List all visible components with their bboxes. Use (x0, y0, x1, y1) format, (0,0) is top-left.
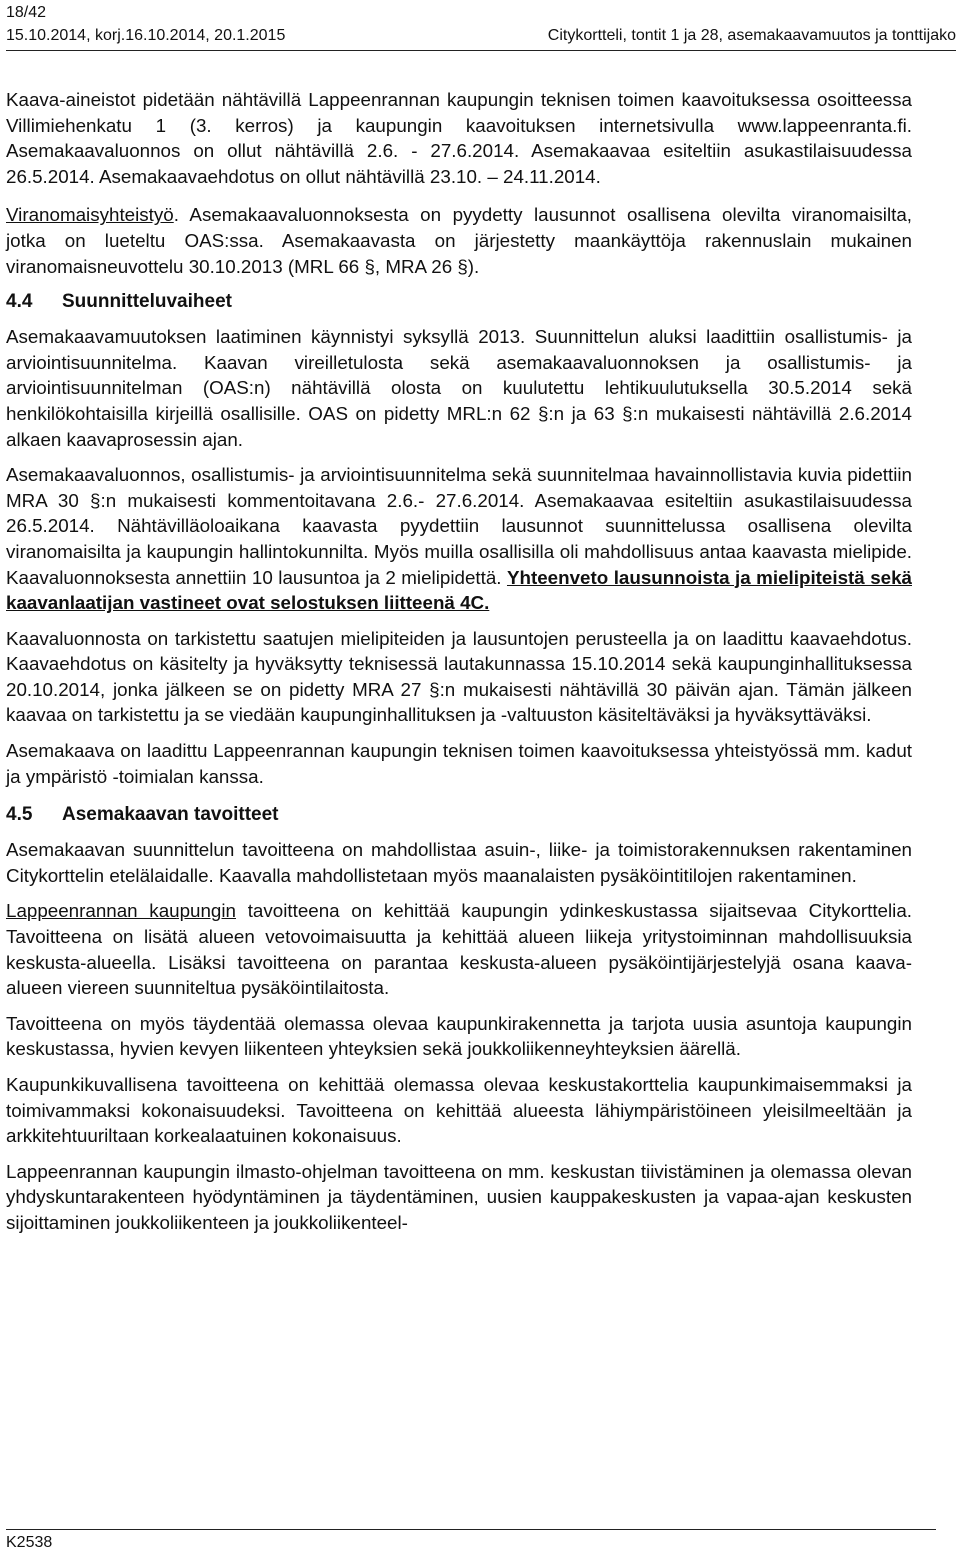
section-title: Suunnitteluvaiheet (62, 291, 232, 313)
authority-cooperation-text: . Asemakaavaluonnoksesta on pyydetty lausunnot osallisena olevilta viranomaisilta, jotka on lueteltu OAS:ssa. Asemakaavasta on järjestetty maankäyttöja rakennuslain mukainen viranomaisneuvottelu 30.10.2013 (MRL 66 §, MRA 26 §). (6, 204, 912, 277)
footer-plan-code: K2538 (6, 1534, 53, 1551)
page-counter: 18/42 (6, 4, 47, 21)
section-title: Asemakaavan tavoitteet (62, 804, 279, 826)
header-dates: 15.10.2014, korj.16.10.2014, 20.1.2015 (6, 27, 286, 44)
header-divider (6, 50, 956, 51)
paragraph-city-goals (6, 898, 912, 1000)
paragraph-housing-goals: Tavoitteena on myös täydentää olemassa olevaa kaupunkirakennetta ja tarjota uusia asuntoja kaupungin keskustassa, hyvien kevyen liikenteen yhteyksien sekä joukkoliikenneyhteyksien äärellä. (6, 1012, 912, 1060)
paragraph-plan-goals: Asemakaavan suunnittelun tavoitteena on mahdollistaa asuin-, liike- ja toimistorakennuksen rakentaminen Citykorttelin etelälaidalle. Kaavalla mahdollistetaan myös maanalaisten pysäköintitilojen rakentaminen. (6, 839, 912, 886)
paragraph-plan-proposal: Kaavaluonnosta on tarkistettu saatujen mielipiteiden ja lausuntojen perusteella ja on laadittu kaavaehdotus. Kaavaehdotus on käsitelty ja hyväksytty teknisessä lautakunnassa 15.10.2014 sekä kaupunginhallituksessa 20.10.2014, jonka jälkeen se on pidetty MRA 27 §:n mukaisesti nähtävillä 30 päivän ajan. Tämän jälkeen kaavaa on tarkistettu ja se viedään kaupunginhallituksen ja -valtuuston käsiteltäväksi ja hyväksyttäväksi. (6, 627, 912, 726)
section-heading-4-4 (6, 289, 912, 315)
paragraph-cooperation: Asemakaava on laadittu Lappeenrannan kaupungin teknisen toimen kaavoituksessa yhteistyössä mm. kadut ja ympäristö -toimialan kanssa. (6, 740, 912, 787)
draft-comments-text: Asemakaavaluonnos, osallistumis- ja arviointisuunnitelma sekä suunnitelmaa havainnollistavia kuvia pidettiin MRA 30 §:n mukaisesti kommentoitavana 2.6.- 27.6.2014. Asemakaavaa esiteltiin asukastilaisuudessa 26.5.2014. Nähtävilläoloaikana kaavasta pyydettiin lausunnot suunnittelussa osallisena olevilta viranomaisilta ja kaupungin hallintokunnilta. Myös muilla osallisilla oli mahdollisuus antaa kaavasta mielipide. Kaavaluonnoksesta annettiin 10 lausuntoa ja 2 mielipidettä. (6, 464, 912, 588)
header-title: Citykortteli, tontit 1 ja 28, asemakaavamuutos ja tonttijako (547, 27, 956, 44)
section-number: 4.4 (6, 291, 33, 313)
paragraph-authority-cooperation (6, 202, 912, 279)
city-goals-label: Lappeenrannan kaupungin (6, 900, 236, 922)
authority-cooperation-label: Viranomaisyhteistyö (6, 204, 174, 226)
document-body (6, 87, 912, 1246)
section-heading-4-5 (6, 802, 912, 828)
paragraph-climate-program: Lappeenrannan kaupungin ilmasto-ohjelman tavoitteena on mm. keskustan tiivistäminen ja olemassa olevan yhdyskuntarakenteen hyödyntäminen ja täydentäminen, uusien kauppakeskusten ja vapaa-ajan keskusten sijoittaminen joukkoliikenteen ja joukkoliikenteel- (6, 1160, 912, 1233)
city-goals-text: tavoitteena on kehittää kaupungin ydinkeskustassa sijaitsevaa Citykorttelia. Tavoitteena on lisätä alueen vetovoimaisuutta ja kehittää alueen liikeja yritystoiminnan mahdollisuuksia keskusta-alueella. Lisäksi tavoitteena on parantaa keskusta-alueen pysäköintijärjestelyjä osana kaava-alueen viereen suunniteltua pysäköintilaitosta. (6, 900, 913, 999)
footer-divider (6, 1529, 936, 1530)
paragraph-townscape-goals: Kaupunkikuvallisena tavoitteena on kehittää olemassa olevaa keskustakorttelia kaupunkimaisemmaksi ja toimivammaksi kokonaisuudeksi. Tavoitteena on kehittää alueesta lähiympäristöineen yleisilmeeltään ja arkkitehtuuriltaan korkealaatuinen kokonaisuus. (6, 1074, 912, 1147)
section-number: 4.5 (6, 804, 33, 826)
draft-comments-summary-note: Yhteenveto lausunnoista ja mielipiteistä sekä kaavanlaatijan vastineet ovat selostuksen liitteenä 4C. (6, 566, 912, 614)
paragraph-planning-start: Asemakaavamuutoksen laatiminen käynnistyi syksyllä 2013. Suunnittelun aluksi laadittiin osallistumis- ja arviointisuunnitelma. Kaavan vireilletulosta sekä asemakaavaluonnoksen ja osallistumis- ja arviointisuunnitelman (OAS:n) nähtävillä olosta on kuulutettu lehtikuulutuksella 30.5.2014 sekä henkilökohtaisilla kirjeillä osallisille. OAS on pidetty MRL:n 62 §:n ja 63 §:n mukaisesti nähtävillä 2.6.2014 alkaen kaavaprosessin ajan. (6, 326, 912, 450)
paragraph-plan-materials: Kaava-aineistot pidetään nähtävillä Lappeenrannan kaupungin teknisen toimen kaavoituksessa osoitteessa Villimiehenkatu 1 (3. kerros) ja kaupungin kaavoituksen internetsivulla www.lappeenranta.fi. Asemakaavaluonnos on ollut nähtävillä 2.6. - 27.6.2014. Asemakaavaa esiteltiin asukastilaisuudessa 26.5.2014. Asemakaavaehdotus on ollut nähtävillä 23.10. – 24.11.2014. (6, 89, 912, 187)
paragraph-draft-comments (6, 462, 912, 616)
